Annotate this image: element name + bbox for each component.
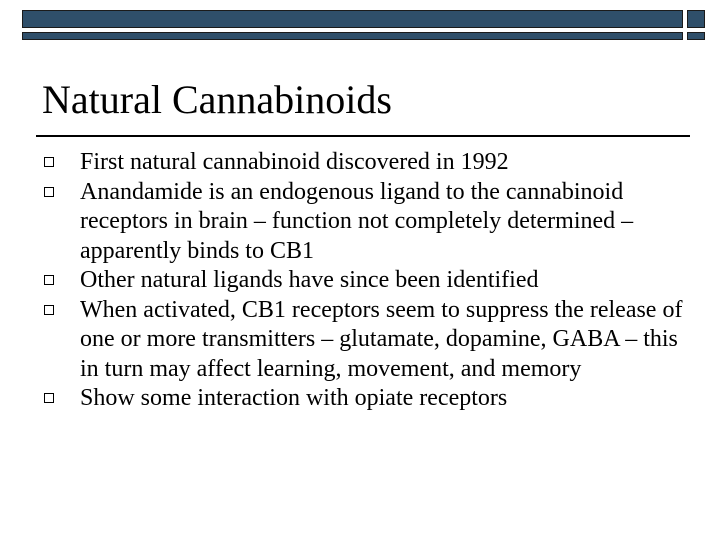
corner-square <box>687 10 705 28</box>
header-band-line <box>22 32 683 40</box>
bullet-text: Anandamide is an endogenous ligand to the cannabinoid receptors in brain – function not completely determined – apparently binds to CB1 <box>80 178 634 264</box>
bullet-text: When activated, CB1 receptors seem to suppress the release of one or more transmitters – glutamate, dopamine, GABA – this in turn may affect learning, movement, and memory <box>80 296 683 382</box>
list-item <box>44 178 684 267</box>
header-band <box>22 10 683 28</box>
hollow-square-icon <box>44 148 80 178</box>
list-item <box>44 296 684 385</box>
corner-square-small <box>687 32 705 40</box>
hollow-square-icon <box>44 296 80 326</box>
bullet-text: Show some interaction with opiate receptors <box>80 385 508 411</box>
list-item <box>44 266 684 296</box>
title-divider <box>36 135 690 137</box>
hollow-square-icon <box>44 178 80 208</box>
bullet-text: Other natural ligands have since been identified <box>80 267 539 293</box>
list-item <box>44 384 684 414</box>
bullet-text: First natural cannabinoid discovered in 1992 <box>80 149 509 175</box>
hollow-square-icon <box>44 384 80 414</box>
slide-title: Natural Cannabinoids <box>42 77 392 122</box>
hollow-square-icon <box>44 266 80 296</box>
list-item <box>44 148 684 178</box>
bullet-list <box>44 148 684 414</box>
